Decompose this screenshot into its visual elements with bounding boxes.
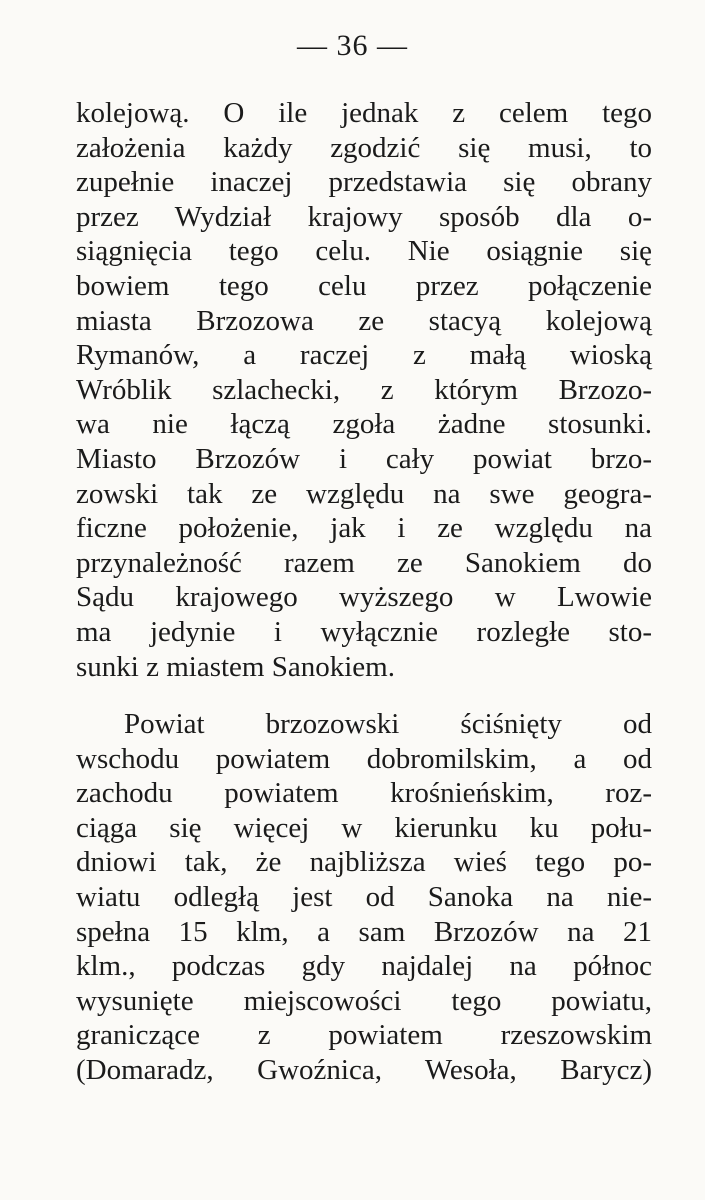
text-line: wa nie łączą zgoła żadne stosunki. (76, 408, 652, 441)
text-line: graniczące z powiatem rzeszowskim (76, 1019, 652, 1052)
text-line: sunki z miastem Sanokiem. (76, 650, 395, 683)
text-line: bowiem tego celu przez połączenie (76, 269, 652, 302)
text-line: spełna 15 klm, a sam Brzozów na 21 (76, 915, 652, 948)
text-line: ficzne położenie, jak i ze względu na (76, 512, 652, 545)
text-line: ciąga się więcej w kierunku ku połu- (76, 811, 652, 844)
text-line: Miasto Brzozów i cały powiat brzo- (76, 442, 652, 475)
text-line: (Domaradz, Gwoźnica, Wesoła, Barycz) (76, 1053, 652, 1086)
page-number: — 36 — (297, 29, 408, 62)
paragraph-2 (76, 707, 652, 1088)
text-line: Rymanów, a raczej z małą wioską (76, 339, 652, 372)
text-line: założenia każdy zgodzić się musi, to (76, 131, 652, 164)
text-line: zupełnie inaczej przedstawia się obrany (76, 166, 652, 199)
text-line: miasta Brzozowa ze stacyą kolejową (76, 304, 652, 337)
text-line: Wróblik szlachecki, z którym Brzozo- (76, 373, 652, 406)
text-line: wschodu powiatem dobromilskim, a od (76, 742, 652, 775)
text-line: zowski tak ze względu na swe geogra- (76, 477, 652, 510)
text-line: Powiat brzozowski ściśnięty od (124, 708, 652, 740)
text-line: ma jedynie i wyłącznie rozległe sto- (76, 615, 652, 648)
text-line: wiatu odległą jest od Sanoka na nie- (76, 880, 652, 913)
text-line: klm., podczas gdy najdalej na północ (76, 950, 652, 983)
text-line: przynależność razem ze Sanokiem do (76, 546, 652, 579)
text-line: wysunięte miejscowości tego powiatu, (76, 984, 652, 1017)
text-line: kolejową. O ile jednak z celem tego (76, 97, 652, 129)
paragraph-1 (76, 96, 652, 684)
text-line: przez Wydział krajowy sposób dla o- (76, 200, 652, 233)
text-line: siągnięcia tego celu. Nie osiągnie się (76, 235, 652, 268)
text-line: zachodu powiatem krośnieńskim, roz- (76, 777, 652, 810)
text-line: Sądu krajowego wyższego w Lwowie (76, 581, 652, 614)
text-line: dniowi tak, że najbliższa wieś tego po- (76, 846, 652, 879)
